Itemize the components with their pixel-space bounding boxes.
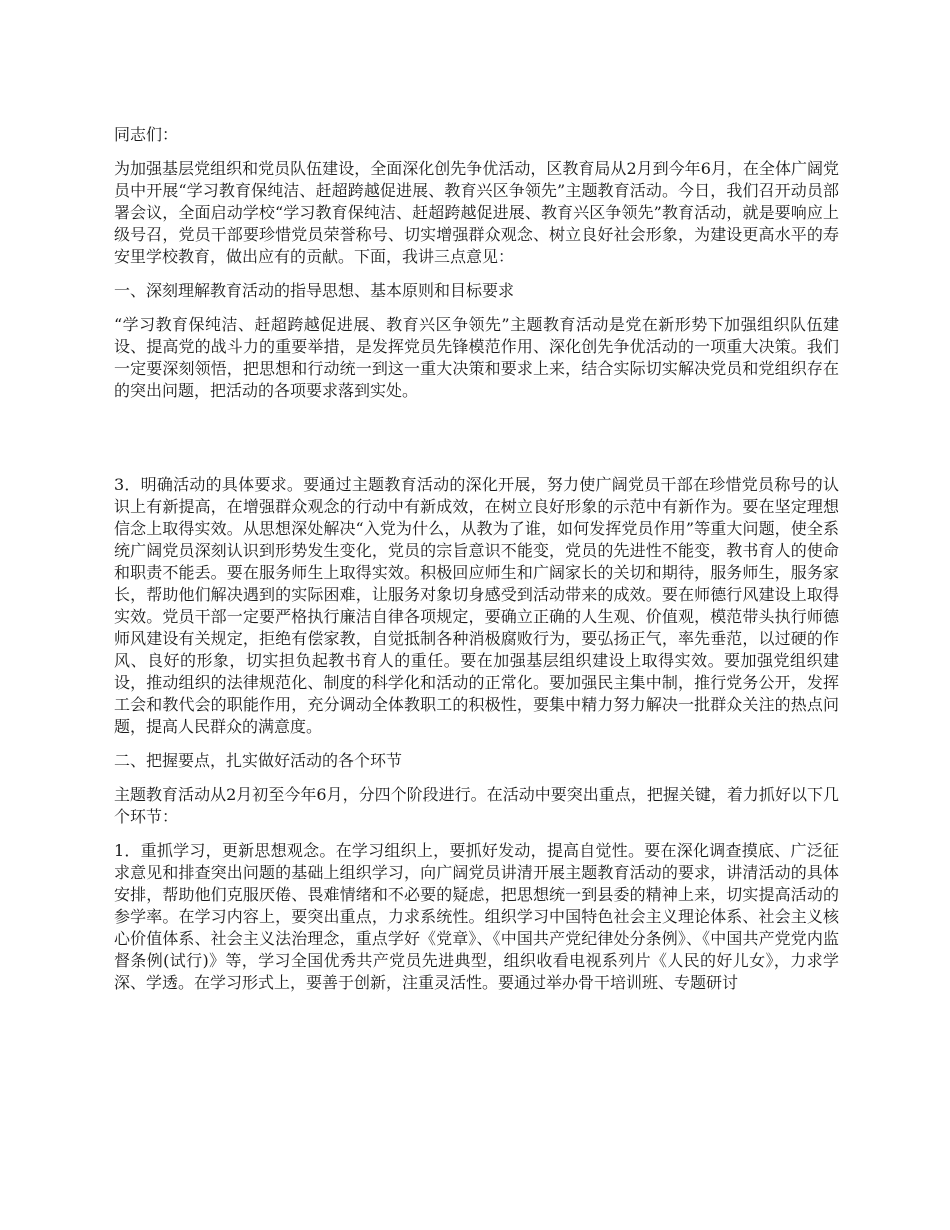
intro-paragraph: 为加强基层党组织和党员队伍建设，全面深化创先争优活动，区教育局从2月到今年6月，在全体广阔党员中开展“学习教育保纯洁、赶超跨越促进展、教育兴区争领先”主题教育活动。今日，我们召开动员部署会议，全面启动学校“学习教育保纯洁、赶超跨越促进展、教育兴区争领先”教育活动，就是要响应上级号召，党员干部要珍惜党员荣誉称号、切实增强群众观念、树立良好社会形象，为建设更高水平的寿安里学校教育，做出应有的贡献。下面，我讲三点意见： [114,159,839,266]
section-heading-2: 二、把握要点，扎实做好活动的各个环节 [114,751,403,770]
requirements-paragraph: 3．明确活动的具体要求。要通过主题教育活动的深化开展，努力使广阔党员干部在珍惜党员称号的认识上有新提高，在增强群众观念的行动中有新成效，在树立良好形象的示范中有新作为。要在坚定理想信念上取得实效。从思想深处解决“入党为什么，从教为了谁，如何发挥党员作用”等重大问题，使全系统广阔党员深刻认识到形势发生变化，党员的宗旨意识不能变，党员的先进性不能变，教书育人的使命和职责不能丢。要在服务师生上取得实效。积极回应师生和广阔家长的关切和期待，服务师生，服务家长，帮助他们解决遇到的实际困难，让服务对象切身感受到活动带来的成效。要在师德行风建设上取得实效。党员干部一定要严格执行廉洁自律各项规定，要确立正确的人生观、价值观，模范带头执行师德师风建设有关规定，拒绝有偿家教，自觉抵制各种消极腐败行为，要弘扬正气，率先垂范，以过硬的作风、良好的形象，切实担负起教书育人的重任。要在加强基层组织建设上取得实效。要加强党组织建设，推动组织的法律规范化、制度的科学化和活动的正常化。要加强民主集中制，推行党务公开，发挥工会和教代会的职能作用，充分调动全体教职工的积极性，要集中精力努力解决一批群众关注的热点问题，提高人民群众的满意度。 [114,475,839,736]
document-body [114,124,839,1006]
study-paragraph: 1．重抓学习，更新思想观念。在学习组织上，要抓好发动，提高自觉性。要在深化调查摸底、广泛征求意见和排查突出问题的基础上组织学习，向广阔党员讲清开展主题教育活动的要求，讲清活动的具体安排，帮助他们克服厌倦、畏难情绪和不必要的疑虑，把思想统一到县委的精神上来，切实提高活动的参学率。在学习内容上，要突出重点，力求系统性。组织学习中国特色社会主义理论体系、社会主义核心价值体系、社会主义法治理念，重点学好《党章》、《中国共产党纪律处分条例》、《中国共产党党内监督条例(试行)》等，学习全国优秀共产党员先进典型，组织收看电视系列片《人民的好儿女》，力求学深、学透。在学习形式上，要善于创新，注重灵活性。要通过举办骨干培训班、专题研讨 [114,841,839,992]
salutation: 同志们： [114,125,179,144]
section-2-intro-paragraph: 主题教育活动从2月初至今年6月，分四个阶段进行。在活动中要突出重点，把握关键，着力抓好以下几个环节： [114,785,839,826]
section-heading-1: 一、深刻理解教育活动的指导思想、基本原则和目标要求 [114,281,515,300]
section-1-paragraph: “学习教育保纯洁、赶超跨越促进展、教育兴区争领先”主题教育活动是党在新形势下加强组织队伍建设、提高党的战斗力的重要举措，是发挥党员先锋模范作用、深化创先争优活动的一项重大决策。我们一定要深刻领悟，把思想和行动统一到这一重大决策和要求上来，结合实际切实解决党员和党组织存在的突出问题，把活动的各项要求落到实处。 [114,315,839,400]
